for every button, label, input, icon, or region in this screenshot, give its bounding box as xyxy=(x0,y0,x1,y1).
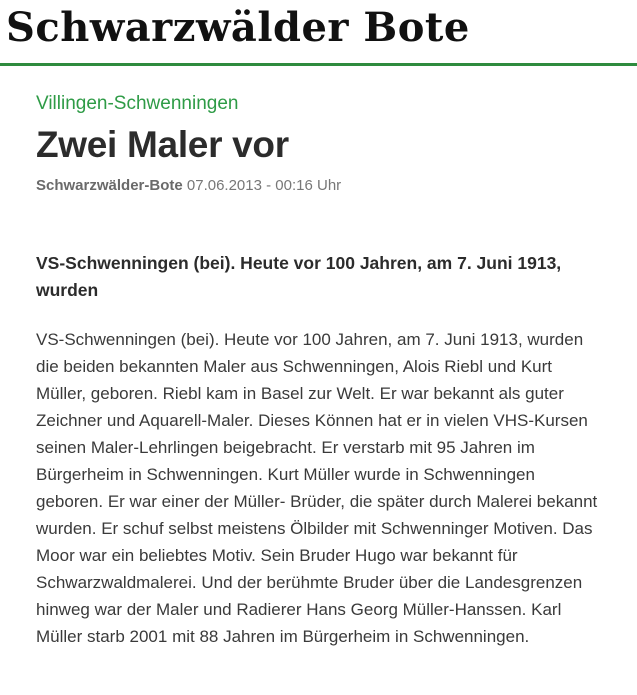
article-meta xyxy=(36,176,601,196)
article-title: Zwei Maler vor xyxy=(36,124,289,165)
article-author: Schwarzwälder-Bote xyxy=(36,177,183,194)
article-category[interactable]: Villingen-Schwenningen xyxy=(36,93,239,114)
article xyxy=(0,92,637,650)
site-header xyxy=(0,0,637,66)
article-body: VS-Schwenningen (bei). Heute vor 100 Jahren, am 7. Juni 1913, wurden die beiden bekannten Maler aus Schwenningen, Alois Riebl und Kurt Müller, geboren. Riebl kam in Basel zur Welt. Er war bekannt als guter Zeichner und Aquarell-Maler. Dieses Können hat er in vielen VHS-Kursen seinen Maler-Lehrlingen beigebracht. Er verstarb mit 95 Jahren im Bürgerheim in Schwenningen. Kurt Müller wurde in Schwenningen geboren. Er war einer der Müller- Brüder, die später durch Malerei bekannt wurden. Er schuf selbst meistens Ölbilder mit Schwenninger Motiven. Das Moor war ein beliebtes Motiv. Sein Bruder Hugo war bekannt für Schwarzwaldmalerei. Und der berühmte Bruder über die Landesgrenzen hinweg war der Maler und Radierer Hans Georg Müller-Hanssen. Karl Müller starb 2001 mit 88 Jahren im Bürgerheim in Schwenningen. xyxy=(36,330,598,646)
article-date: 07.06.2013 - 00:16 Uhr xyxy=(186,177,342,194)
article-lead: VS-Schwenningen (bei). Heute vor 100 Jahren, am 7. Juni 1913, wurden xyxy=(36,253,562,300)
site-logo[interactable]: Schwarzwälder Bote xyxy=(6,4,470,51)
